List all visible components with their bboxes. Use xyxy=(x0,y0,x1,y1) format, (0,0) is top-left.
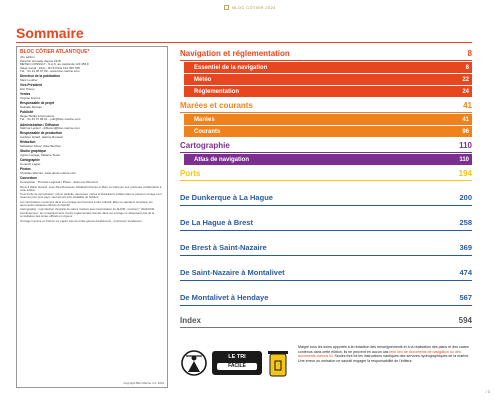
toc-subsection-label: Météo xyxy=(194,76,212,83)
imprint-line: Parution annuelle depuis 1978 xyxy=(20,59,61,63)
toc-region[interactable] xyxy=(180,206,472,231)
toc-subsection-page: 41 xyxy=(462,116,469,123)
imprint-credit-head: Responsable de production xyxy=(20,131,62,136)
notice-text-end: Seules font foi les instructions nautiques des services hydrographiques de la marine. Une erreur ou omission ne saurait engager la responsabilité de l'éditeur. xyxy=(298,354,470,363)
toc-region-label: De La Hague à Brest xyxy=(180,218,253,227)
brand-mark-icon xyxy=(224,5,229,10)
imprint-paragraph: Cartographie : reproduction d'extraits de cartes marines avec l'autorisation du SHOM - Contrat n° 2024/0132. xyxy=(20,206,155,211)
toc-section[interactable] xyxy=(180,46,472,61)
toc-subsection-label: Réglementation xyxy=(194,88,240,95)
imprint-credit-head: Photos xyxy=(20,166,31,171)
toc-section-page: 41 xyxy=(463,101,472,110)
toc-section-page: 8 xyxy=(467,49,472,58)
imprint-line: MÉTÉO CONSULT - S.A.S. au capital de 123 456 € xyxy=(20,63,89,67)
toc-section-label: Navigation et réglementation xyxy=(180,49,290,58)
toc-subsection[interactable] xyxy=(184,62,472,73)
imprint-paragraph: Merci à Didier Durand, Jean-Paul Rousseau, Elisabeth Morvan et Marc Le Gall pour leur précieuse collaboration à cette édition. xyxy=(20,184,162,192)
running-header xyxy=(0,5,500,10)
toc-subsection-label: Atlas de navigation xyxy=(194,156,250,163)
toc-section-page: 194 xyxy=(458,169,472,178)
imprint-credit-line: Sabrina Leclerc - diffusion@bloc-marine.com xyxy=(20,127,80,131)
imprint-line: 47e édition xyxy=(20,56,35,59)
imprint-credit-line: Christian Warnier, www.photo-marine.com xyxy=(20,171,76,175)
toc-region-page: 567 xyxy=(459,293,472,302)
toc-region-page: 474 xyxy=(459,268,472,277)
toc-region-page: 369 xyxy=(459,243,472,252)
toc-subsection[interactable] xyxy=(184,114,472,125)
toc-section-label: Ports xyxy=(180,169,201,178)
toc-region-label: De Saint-Nazaire à Montalivet xyxy=(180,268,285,277)
table-of-contents xyxy=(180,46,472,328)
imprint-paragraph: Ouvrage imprimé en France sur papier issu de forêts gérées durablement - Imprimerie Vendéenne. xyxy=(20,218,143,223)
toc-region[interactable] xyxy=(180,231,472,256)
imprint-title: BLOC CÔTIER ATLANTIQUE* xyxy=(20,49,90,55)
imprint-credit-head: Directeur de la publication xyxy=(20,74,61,79)
toc-region-page: 258 xyxy=(459,218,472,227)
disclaimer-notice xyxy=(298,345,474,363)
imprint-credit xyxy=(20,177,164,184)
imprint-credit-line: Conception : Thomas Legrand / Photo : Jean-Luc Rémond xyxy=(20,180,98,184)
toc-subsection[interactable] xyxy=(184,86,472,97)
imprint-credit-line: Agnès Lepage, Mélanie Texier xyxy=(20,153,61,157)
tri-label: LE TRI xyxy=(228,354,246,360)
toc-section[interactable] xyxy=(180,98,472,113)
page-title: Sommaire xyxy=(16,25,84,41)
imprint-credit-line: Régie Média Informations xyxy=(20,114,55,118)
imprint-credit-head: Responsable de projet xyxy=(20,101,55,106)
imprint-credit-line: Sébastien Morel, Alice Berthier xyxy=(20,145,62,149)
imprint-paragraph: Tous droits de reproduction, même partielle, des textes, cartes et illustrations publiés dans le présent ouvrage sont réservés pour tous pays, sauf accord écrit préalable de l'éditeur. xyxy=(20,192,162,200)
title-rule xyxy=(16,42,472,43)
recycle-bin-icon xyxy=(266,348,290,378)
toc-subsection-page: 110 xyxy=(459,156,469,163)
toc-subsection-label: Marées xyxy=(194,116,215,123)
toc-region-label: De Montalivet à Hendaye xyxy=(180,293,269,302)
imprint-credit xyxy=(20,75,164,82)
imprint-credit-head: Couverture xyxy=(20,175,38,180)
imprint-credit-line: Tél. : 01 45 67 89 01 - pub@bloc-marine.com xyxy=(20,118,81,122)
header-title: BLOC CÔTIER 2024 xyxy=(232,5,276,10)
toc-region[interactable] xyxy=(180,181,472,206)
imprint-credit-line: Virginie Ducros xyxy=(20,97,41,101)
imprint-legal xyxy=(20,186,164,223)
triman-recycling-icon xyxy=(180,348,208,378)
imprint-credit xyxy=(20,132,164,139)
imprint-credit-head: Studio graphique xyxy=(20,149,47,154)
notice-text: Malgré tous les soins apportés à la rédaction des renseignements et à la réalisation des plans et des cartes contenus dans cette édition, ils ne peuvent en aucun cas xyxy=(298,345,469,354)
toc-index-page: 594 xyxy=(458,316,472,325)
toc-index[interactable] xyxy=(180,306,472,328)
imprint-credit-line: Marc Leuther xyxy=(20,79,38,83)
toc-region-label: De Brest à Saint-Nazaire xyxy=(180,243,267,252)
imprint-credit xyxy=(20,159,164,166)
imprint-box xyxy=(16,46,168,388)
imprint-credit-line: Corentin Lagier xyxy=(20,162,41,166)
imprint-credit-head: Administration / Diffusion xyxy=(20,122,59,127)
facile-label: FACILE xyxy=(217,363,257,370)
imprint-paragraph: Avertissement : les renseignements d'ordre réglementaire donnés dans cet ouvrage ne dispensent pas de la consultation des textes officiels en vigueur. xyxy=(20,211,155,219)
toc-subsection-page: 96 xyxy=(462,128,469,135)
toc-subsection-label: Courants xyxy=(194,128,221,135)
imprint-credit xyxy=(20,150,164,157)
imprint-credit xyxy=(20,111,164,122)
imprint-credit xyxy=(20,168,164,175)
imprint-credit-head: Ventes xyxy=(20,92,31,97)
imprint-line: Tél. : 01 23 45 67 89 - www.bloc-marine.com xyxy=(20,70,80,74)
imprint-line: Siège social : Paris - RCS Paris 123 456 789 xyxy=(20,66,80,70)
toc-index-label: Index xyxy=(180,316,201,325)
imprint-credit-head: Rédaction xyxy=(20,140,36,145)
page-number: / 3 xyxy=(485,389,490,394)
imprint-credit-line: Aurélien Girard, Hélène Roussel xyxy=(20,136,64,140)
imprint-paragraph: Les informations contenues dans cet ouvrage sont fournies à titre indicatif. Elles ne sauraient remplacer les documents nautiques officiels du SHOM. xyxy=(20,199,153,207)
imprint-publisher xyxy=(20,56,164,74)
imprint-credit-line: Nathalie Moreau xyxy=(20,105,43,109)
toc-section-page: 110 xyxy=(459,141,472,150)
toc-subsection-page: 8 xyxy=(465,64,469,71)
toc-section-label: Cartographie xyxy=(180,141,230,150)
toc-region[interactable] xyxy=(180,256,472,281)
imprint-credit-head: Publicité xyxy=(20,110,34,115)
imprint-credit-head: Cartographie xyxy=(20,158,40,163)
imprint-credit xyxy=(20,102,164,109)
toc-region-page: 200 xyxy=(459,193,472,202)
toc-region-label: De Dunkerque à La Hague xyxy=(180,193,273,202)
toc-region[interactable] xyxy=(180,281,472,306)
toc-section[interactable] xyxy=(180,138,472,153)
toc-subsection[interactable] xyxy=(184,154,472,165)
imprint-credit xyxy=(20,141,164,148)
toc-subsection-page: 22 xyxy=(462,76,469,83)
toc-subsection[interactable] xyxy=(184,74,472,85)
toc-section[interactable] xyxy=(180,166,472,181)
tri-facile-logo xyxy=(212,351,262,375)
toc-subsection[interactable] xyxy=(184,126,472,137)
toc-section-label: Marées et courants xyxy=(180,101,253,110)
imprint-credit xyxy=(20,93,164,100)
imprint-credit xyxy=(20,124,164,131)
imprint-copyright: Copyright Bloc Marine, Inc. 2024 xyxy=(123,381,164,385)
toc-subsection-label: Essentiel de la navigation xyxy=(194,64,268,71)
toc-subsection-page: 24 xyxy=(462,88,469,95)
notice-highlight: tenir lieu de documents de navigation ou des documents connus ici. xyxy=(298,349,461,359)
imprint-credit-head: Vice-Président xyxy=(20,83,43,88)
imprint-credits xyxy=(20,75,164,184)
imprint-credit xyxy=(20,84,164,91)
imprint-credit-line: Eric Prioux xyxy=(20,88,35,92)
